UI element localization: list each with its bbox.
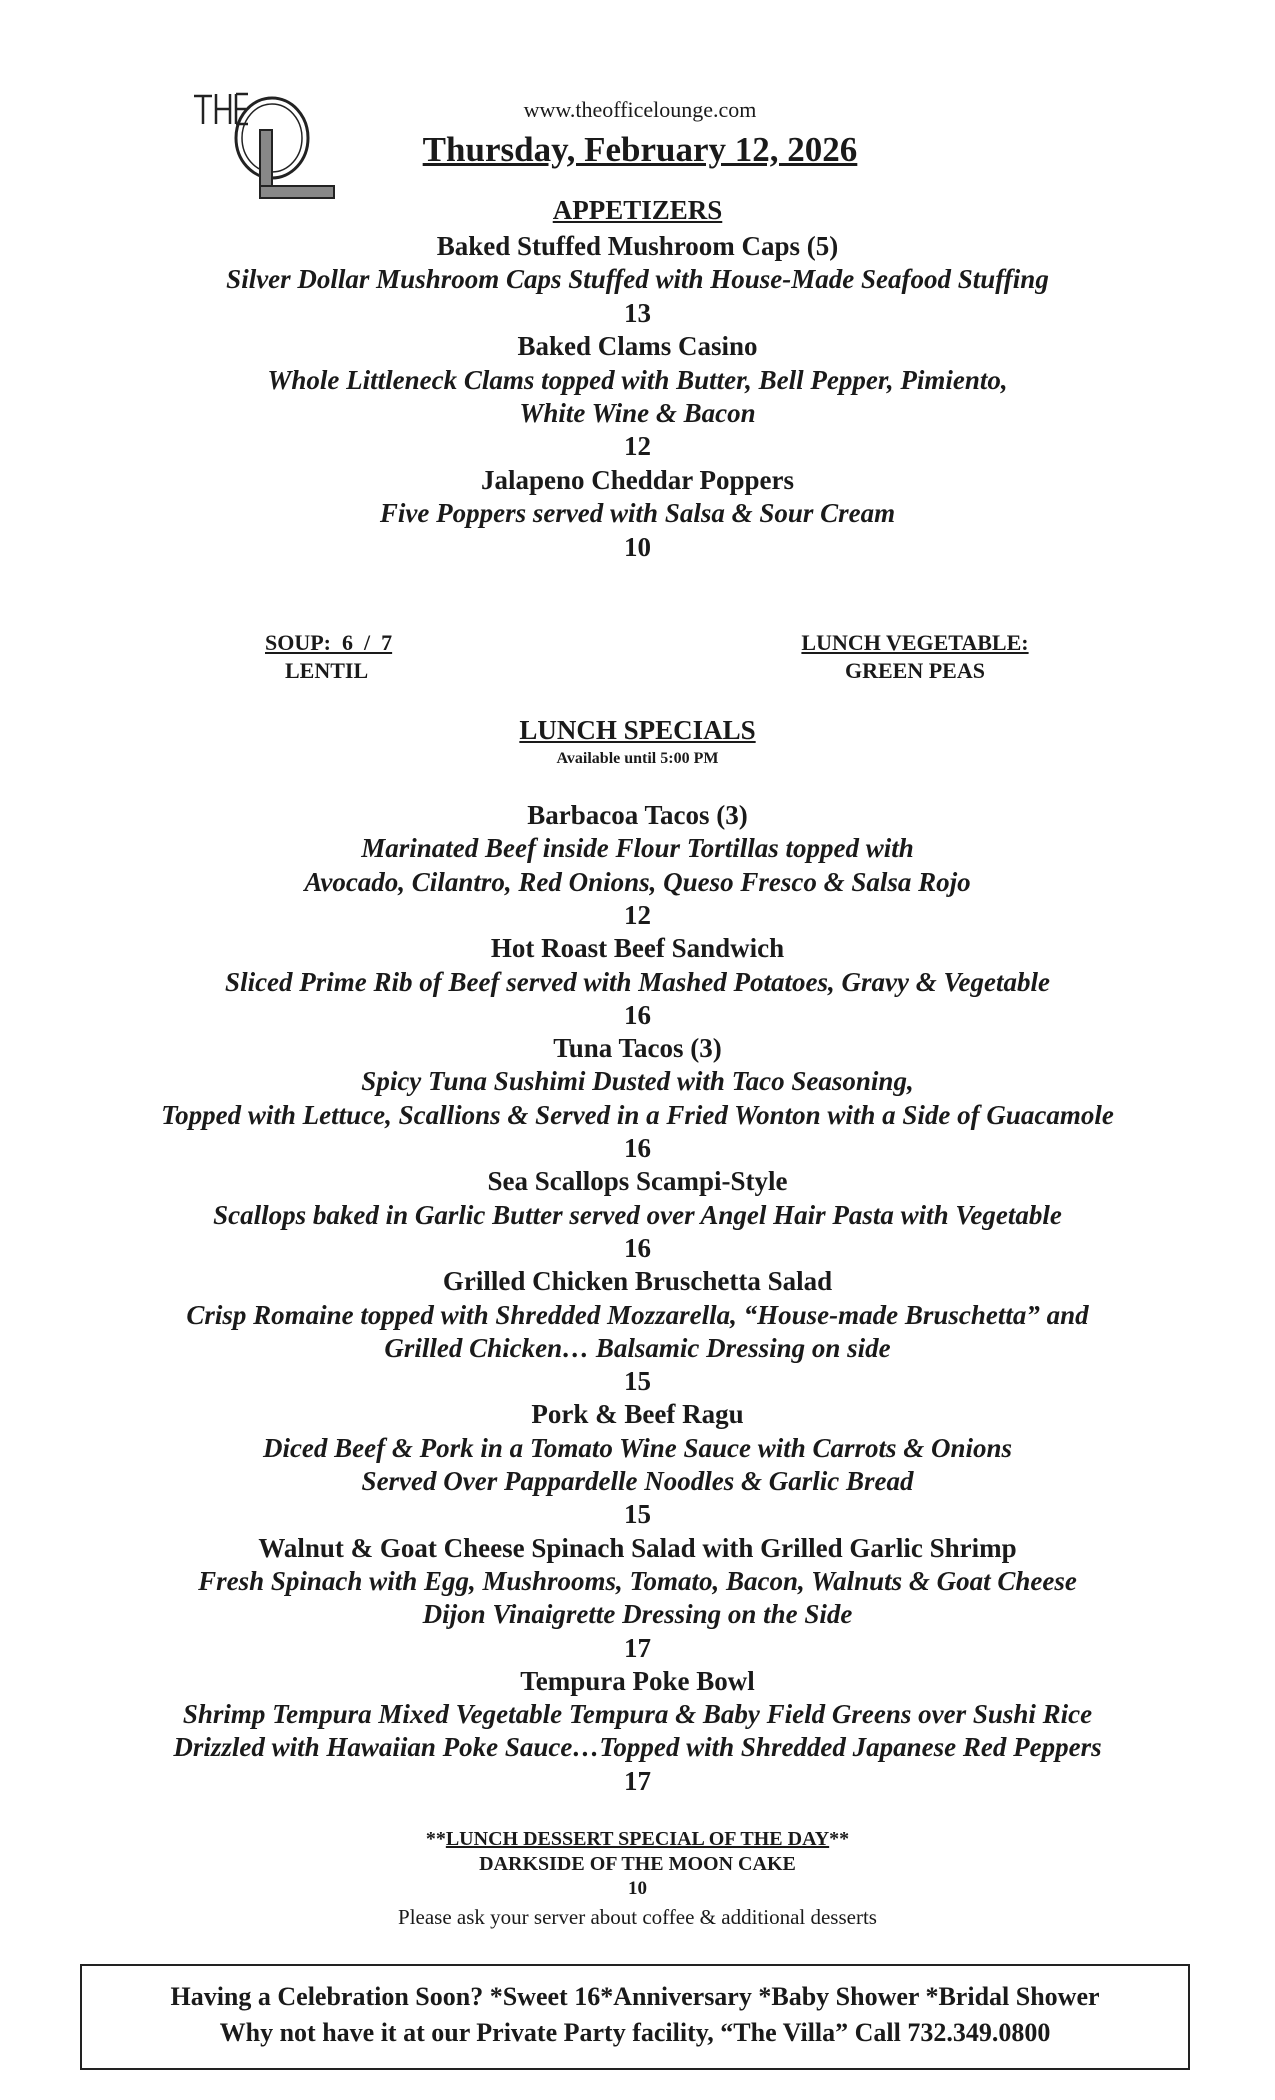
party-line-1: Having a Celebration Soon? *Sweet 16*Anniversary *Baby Shower *Bridal Shower <box>170 1982 1100 2011</box>
menu-item-description: Sliced Prime Rib of Beef served with Mashed Potatoes, Gravy & Vegetable <box>225 966 1050 997</box>
soup-label: SOUP: 6 / 7 <box>265 630 393 655</box>
menu-item-price: 13 <box>624 297 651 328</box>
menu-item-description: Spicy Tuna Sushimi Dusted with Taco Seasoning, <box>361 1066 914 1097</box>
menu-item-title: Barbacoa Tacos (3) <box>527 800 748 830</box>
menu-item-price: 10 <box>624 531 651 562</box>
menu-item-price: 15 <box>624 1499 651 1530</box>
menu-item-description: Silver Dollar Mushroom Caps Stuffed with House-Made Seafood Stuffing <box>226 264 1049 295</box>
vegetable-label: LUNCH VEGETABLE: <box>801 630 1029 655</box>
menu-item-description: Marinated Beef inside Flour Tortillas topped with <box>361 833 914 864</box>
menu-item-price: 16 <box>624 1232 651 1263</box>
dessert-stars-right: ** <box>829 1828 850 1850</box>
menu-item-title: Pork & Beef Ragu <box>531 1399 744 1430</box>
private-party-box <box>80 1964 1190 2070</box>
menu-item-price: 12 <box>624 899 651 930</box>
dessert-note: Please ask your server about coffee & additional desserts <box>398 1905 877 1929</box>
menu-item-description: Avocado, Cilantro, Red Onions, Queso Fresco & Salsa Rojo <box>304 866 971 897</box>
menu-item-title: Tempura Poke Bowl <box>520 1665 755 1696</box>
menu-item-description: Diced Beef & Pork in a Tomato Wine Sauce with Carrots & Onions <box>262 1432 1013 1463</box>
party-line-2: Why not have it at our Private Party facility, “The Villa” Call 732.349.0800 <box>219 2018 1051 2047</box>
menu-item-description: Dijon Vinaigrette Dressing on the Side <box>422 1599 853 1630</box>
dessert-name: DARKSIDE OF THE MOON CAKE <box>479 1853 796 1875</box>
lunch-specials-heading: LUNCH SPECIALS <box>519 715 756 745</box>
appetizers-heading: APPETIZERS <box>552 195 723 225</box>
menu-item-price: 12 <box>624 431 651 462</box>
dessert-price: 10 <box>628 1878 647 1899</box>
menu-item-title: Hot Roast Beef Sandwich <box>490 933 785 964</box>
menu-item-title: Walnut & Goat Cheese Spinach Salad with Grilled Garlic Shrimp <box>258 1532 1017 1563</box>
menu-item-description: Whole Littleneck Clams topped with Butter, Bell Pepper, Pimiento, <box>267 364 1008 395</box>
menu-item-title: Sea Scallops Scampi-Style <box>487 1166 788 1197</box>
soup-value: LENTIL <box>285 658 369 683</box>
menu-item-description: Grilled Chicken… Balsamic Dressing on side <box>384 1332 891 1363</box>
menu-item-price: 17 <box>624 1632 651 1663</box>
menu-item-price: 17 <box>624 1765 651 1796</box>
menu-item-description: Topped with Lettuce, Scallions & Served in a Fried Wonton with a Side of Guacamole <box>161 1099 1114 1130</box>
menu-item-description: Five Poppers served with Salsa & Sour Cream <box>379 498 896 529</box>
menu-item-description: Served Over Pappardelle Noodles & Garlic Bread <box>361 1466 914 1496</box>
menu-item-description: Shrimp Tempura Mixed Vegetable Tempura & Baby Field Greens over Sushi Rice <box>182 1699 1093 1730</box>
dessert-stars-left: ** <box>425 1828 446 1850</box>
menu-item-title: Baked Stuffed Mushroom Caps (5) <box>436 231 839 261</box>
menu-item-title: Baked Clams Casino <box>517 331 758 362</box>
dessert-heading-line <box>0 1828 1275 1851</box>
website-url: www.theofficelounge.com <box>523 97 757 122</box>
menu-item-price: 15 <box>624 1366 651 1397</box>
menu-item-title: Jalapeno Cheddar Poppers <box>480 464 795 495</box>
menu-item-description: Drizzled with Hawaiian Poke Sauce…Topped with Shredded Japanese Red Peppers <box>173 1732 1102 1763</box>
lunch-specials-availability: Available until 5:00 PM <box>556 750 719 767</box>
menu-item-title: Tuna Tacos (3) <box>553 1033 722 1064</box>
menu-date: Thursday, February 12, 2026 <box>422 130 858 169</box>
menu-item-title: Grilled Chicken Bruschetta Salad <box>442 1266 833 1297</box>
restaurant-logo <box>192 90 352 210</box>
menu-item-price: 16 <box>624 1133 651 1163</box>
menu-item-price: 16 <box>624 999 651 1030</box>
dessert-heading: LUNCH DESSERT SPECIAL OF THE DAY <box>445 1828 830 1850</box>
menu-item-description: White Wine & Bacon <box>519 398 756 428</box>
menu-item-description: Scallops baked in Garlic Butter served over Angel Hair Pasta with Vegetable <box>213 1199 1062 1230</box>
vegetable-value: GREEN PEAS <box>845 658 985 683</box>
menu-item-description: Crisp Romaine topped with Shredded Mozzarella, “House-made Bruschetta” and <box>186 1299 1089 1330</box>
menu-item-description: Fresh Spinach with Egg, Mushrooms, Tomato, Bacon, Walnuts & Goat Cheese <box>198 1565 1077 1596</box>
